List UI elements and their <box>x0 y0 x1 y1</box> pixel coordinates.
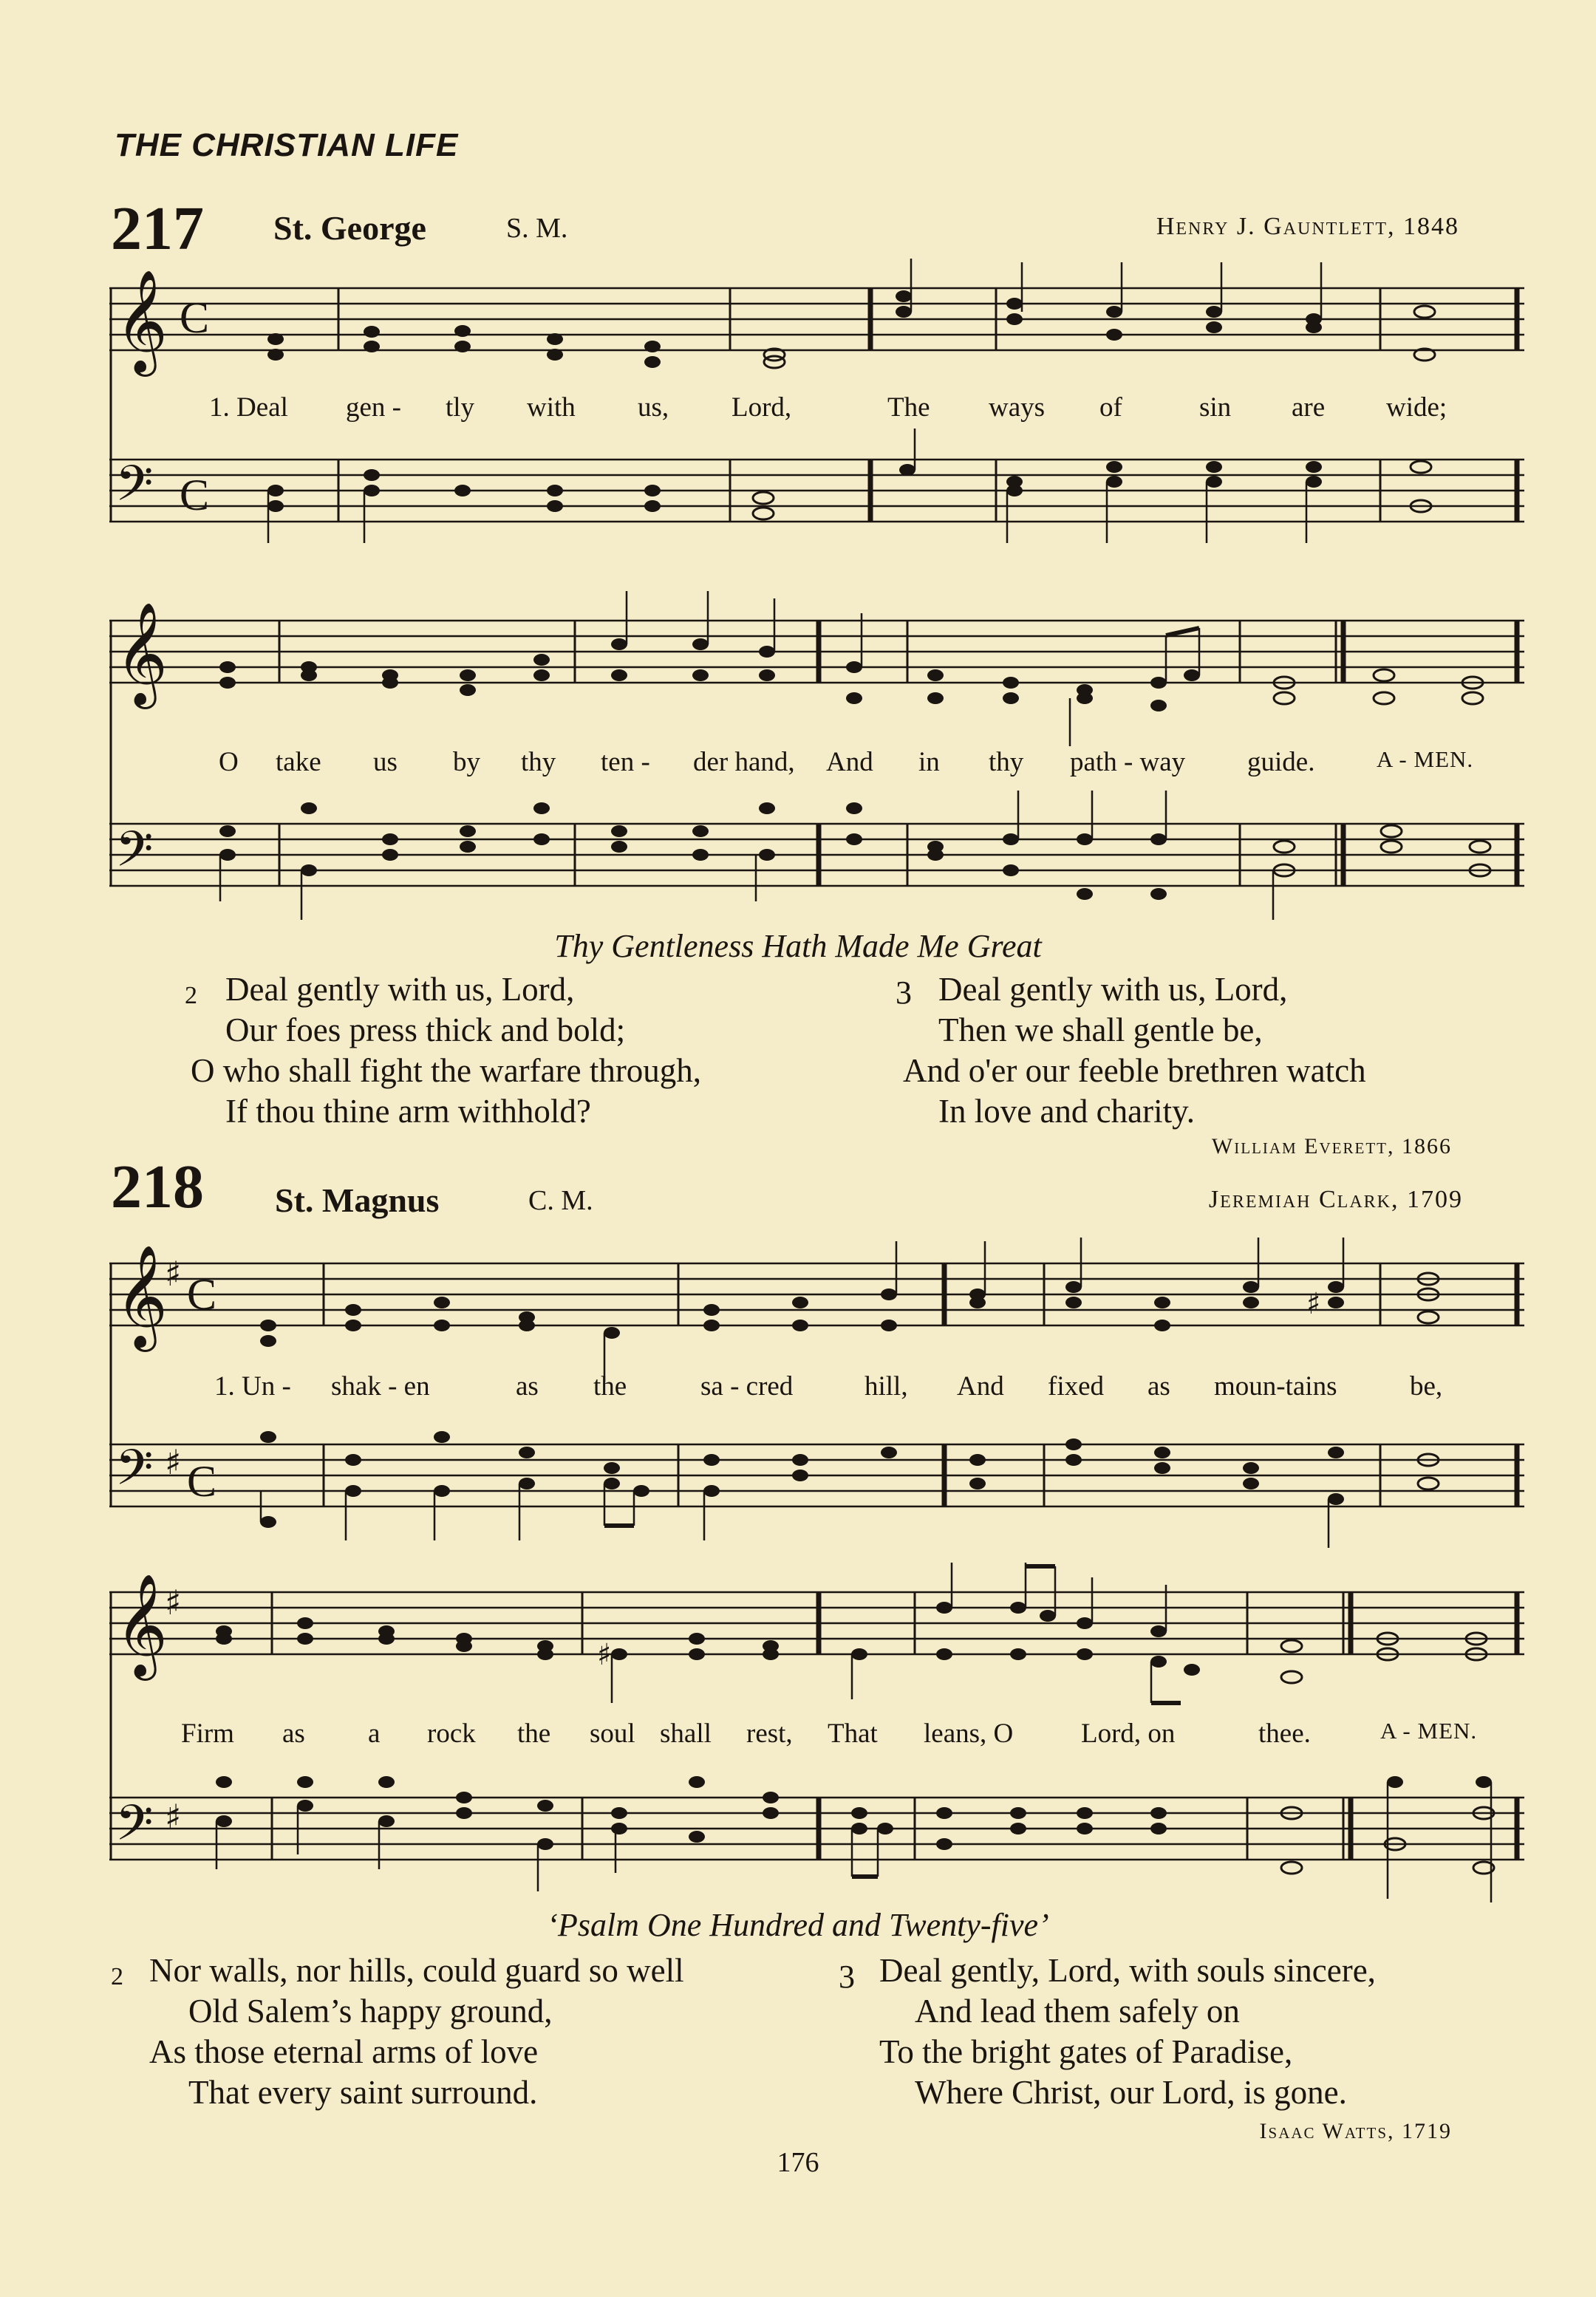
lyric-syllable: of <box>1099 392 1122 423</box>
lyric-syllable: hill, <box>864 1371 908 1402</box>
lyric-syllable: as <box>1147 1371 1170 1402</box>
verse-line: Then we shall gentle be, <box>938 1011 1263 1048</box>
lyric-syllable: rest, <box>746 1719 793 1749</box>
verse-line: Deal gently with us, Lord, <box>938 971 1288 1008</box>
lyric-syllable: sin <box>1199 392 1232 423</box>
verse-line: O who shall fight the warfare through, <box>191 1052 702 1089</box>
svg-text:𝄢: 𝄢 <box>115 1439 154 1508</box>
hymn-number: 218 <box>111 1153 204 1221</box>
svg-text:♯: ♯ <box>165 1583 182 1622</box>
lyrics-line <box>109 1371 1524 1407</box>
verse-line: Old Salem’s happy ground, <box>188 1993 553 2030</box>
lyric-syllable: tly <box>446 392 475 423</box>
lyric-syllable: Lord, <box>732 392 792 423</box>
lyric-syllable: sa - cred <box>700 1371 794 1402</box>
lyric-syllable: rock <box>427 1719 476 1749</box>
verse-line: And o'er our feeble brethren watch <box>903 1052 1366 1089</box>
verse-title: Thy Gentleness Hath Made Me Great <box>554 928 1042 964</box>
svg-text:♯: ♯ <box>165 1797 182 1837</box>
tune-name: St. Magnus <box>275 1181 440 1219</box>
svg-text:𝄞: 𝄞 <box>115 602 168 705</box>
author-credit: Isaac Watts, 1719 <box>1259 2119 1452 2143</box>
verse-line: If thou thine arm withhold? <box>225 1093 591 1130</box>
lyric-syllable: shak - en <box>331 1371 430 1402</box>
svg-text:𝄢: 𝄢 <box>115 1795 154 1863</box>
lyric-syllable: And <box>957 1371 1004 1402</box>
lyric-syllable: And <box>826 747 873 777</box>
lyric-syllable: Firm <box>181 1719 234 1749</box>
lyrics-line <box>109 1718 1524 1755</box>
composer: Jeremiah Clark, 1709 <box>1208 1186 1463 1213</box>
lyric-syllable: us <box>373 747 398 777</box>
verse-number: 3 <box>839 1959 855 1995</box>
svg-text:C: C <box>180 471 210 519</box>
svg-text:C: C <box>180 293 210 342</box>
lyric-syllable: the <box>517 1719 551 1749</box>
lyric-syllable: as <box>516 1371 539 1402</box>
lyric-syllable: take <box>276 747 321 777</box>
meter: C. M. <box>528 1185 593 1216</box>
lyric-syllable: Lord, on <box>1081 1719 1176 1749</box>
lyric-syllable: as <box>282 1719 305 1749</box>
lyric-syllable: thy <box>521 747 556 777</box>
lyric-syllable: gen - <box>346 392 401 423</box>
svg-text:𝄢: 𝄢 <box>115 821 154 890</box>
lyric-syllable: the <box>593 1371 627 1402</box>
page-number: 176 <box>777 2147 819 2178</box>
verse-line: As those eternal arms of love <box>149 2033 539 2070</box>
svg-text:𝄢: 𝄢 <box>115 455 154 524</box>
lyric-syllable: ways <box>989 392 1046 423</box>
lyric-syllable: us, <box>638 392 669 423</box>
verse-line: That every saint surround. <box>188 2074 538 2111</box>
svg-text:♯: ♯ <box>165 1254 182 1294</box>
lyric-syllable: a <box>368 1719 381 1749</box>
svg-text:𝄞: 𝄞 <box>115 1245 168 1348</box>
lyric-syllable: leans, O <box>924 1719 1014 1749</box>
lyric-syllable: wide; <box>1386 392 1447 423</box>
lyric-syllable: soul <box>590 1719 635 1749</box>
lyric-syllable: O <box>219 747 239 777</box>
verse-line: Our foes press thick and bold; <box>225 1011 626 1048</box>
svg-text:C: C <box>187 1270 217 1319</box>
verse-3 <box>896 969 1531 1139</box>
verse-line: Nor walls, nor hills, could guard so well <box>149 1952 684 1989</box>
verse-line: Deal gently with us, Lord, <box>225 971 575 1008</box>
lyric-syllable: are <box>1292 392 1326 423</box>
lyric-syllable: guide. <box>1247 747 1315 777</box>
hymn-number: 217 <box>111 194 204 263</box>
author-credit: William Everett, 1866 <box>1211 1134 1452 1158</box>
verse-line: And lead them safely on <box>915 1993 1240 2030</box>
svg-text:♯: ♯ <box>1306 1287 1321 1321</box>
lyric-syllable: moun-tains <box>1214 1371 1337 1402</box>
svg-text:C: C <box>187 1457 217 1506</box>
svg-text:♯: ♯ <box>597 1638 612 1672</box>
lyric-syllable: ten - <box>601 747 650 777</box>
lyric-syllable: fixed <box>1048 1371 1105 1402</box>
verse-title: ‘Psalm One Hundred and Twenty-five’ <box>547 1907 1049 1943</box>
svg-text:♯: ♯ <box>165 1442 182 1482</box>
verse-2 <box>111 1950 850 2120</box>
tune-name: St. George <box>273 209 426 247</box>
lyric-syllable: in <box>918 747 940 777</box>
verse-line: In love and charity. <box>938 1093 1195 1130</box>
lyric-syllable: shall <box>660 1719 712 1749</box>
lyric-syllable: A - MEN. <box>1377 746 1474 772</box>
lyric-syllable: thy <box>989 747 1024 777</box>
lyric-syllable: path - way <box>1070 747 1186 777</box>
lyrics-line <box>109 746 1524 783</box>
lyric-syllable: A - MEN. <box>1380 1718 1478 1744</box>
composer: Henry J. Gauntlett, 1848 <box>1156 213 1459 240</box>
lyric-syllable: with <box>527 392 576 423</box>
verse-number: 2 <box>111 1963 123 1990</box>
lyric-syllable: thee. <box>1258 1719 1311 1749</box>
meter: S. M. <box>506 213 568 244</box>
lyric-syllable: der hand, <box>693 747 795 777</box>
verse-line: Where Christ, our Lord, is gone. <box>915 2074 1347 2111</box>
lyric-syllable: by <box>453 747 480 777</box>
section-title: THE CHRISTIAN LIFE <box>115 127 459 163</box>
svg-text:𝄞: 𝄞 <box>115 1574 168 1676</box>
lyrics-line <box>109 392 1524 429</box>
lyric-syllable: 1. Un - <box>214 1371 291 1402</box>
verse-2 <box>185 969 850 1139</box>
lyric-syllable: 1. Deal <box>209 392 288 423</box>
lyric-syllable: That <box>828 1719 878 1749</box>
verse-number: 3 <box>896 975 912 1011</box>
lyric-syllable: The <box>887 392 930 423</box>
verse-line: To the bright gates of Paradise, <box>879 2033 1293 2070</box>
verse-3 <box>839 1950 1541 2120</box>
verse-number: 2 <box>185 982 197 1009</box>
verse-line: Deal gently, Lord, with souls sincere, <box>879 1952 1376 1989</box>
svg-text:𝄞: 𝄞 <box>115 270 168 372</box>
lyric-syllable: be, <box>1410 1371 1443 1402</box>
